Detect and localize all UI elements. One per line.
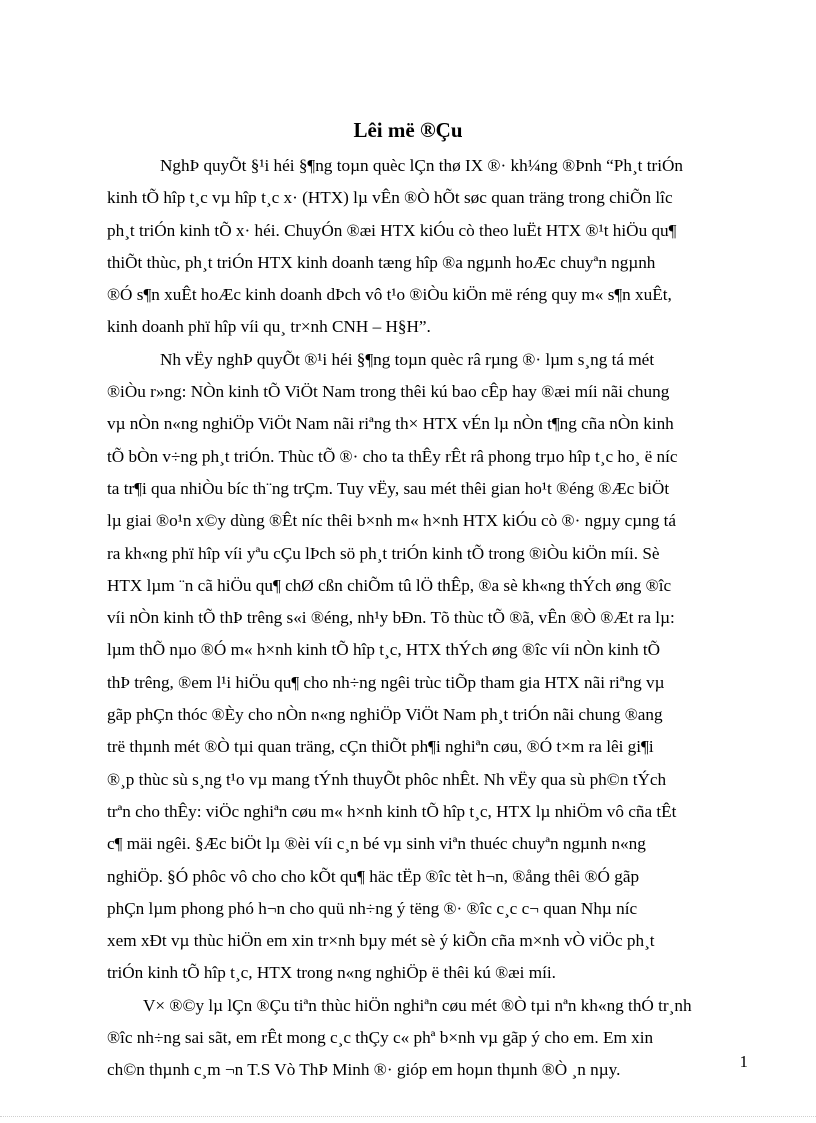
text-line: Nh vËy nghÞ quyÕt ®¹i héi §¶ng toµn quèc râ rµng ®· lµm s¸ng tá mét (160, 349, 655, 369)
text-line: ®iÒu r»ng: NÒn kinh tÕ ViÖt Nam trong thêi kú bao cÊp hay ®æi míi nãi chung (107, 382, 670, 402)
text-line: HTX lµm ¨n cã hiÖu qu¶ chØ cßn chiÕm tû lÖ thÊp, ®a sè kh«ng thÝch øng ®îc (107, 575, 672, 595)
text-line: ®¸p thùc sù s¸ng t¹o vµ mang tÝnh thuyÕt phôc nhÊt. Nh vËy qua sù ph©n tÝch (107, 769, 667, 789)
text-line: ph¸t triÓn kinh tÕ x· héi. ChuyÓn ®æi HTX kiÓu cò theo luËt HTX ®¹t hiÖu qu¶ (107, 220, 677, 240)
text-line: kinh tÕ hîp t¸c vµ hîp t¸c x· (HTX) lµ vÊn ®Ò hÕt søc quan träng trong chiÕn lîc (107, 188, 673, 208)
text-line: c¶ mäi ngêi. §Æc biÖt lµ ®èi víi c¸n bé vµ sinh viªn thuéc chuyªn ngµnh n«ng (107, 834, 646, 854)
text-line: ®Ó s¶n xuÊt hoÆc kinh doanh dÞch vô t¹o ®iÒu kiÖn më réng quy m« s¶n xuÊt, (107, 285, 672, 305)
text-line: triÓn kinh tÕ hîp t¸c, HTX trong n«ng nghiÖp ë thêi kú ®æi míi. (107, 963, 556, 983)
text-line: nghiÖp. §Ó phôc vô cho cho kÕt qu¶ häc tËp ®îc tèt h¬n, ®ång thêi ®Ó gãp (107, 866, 640, 886)
text-line: xem xÐt vµ thùc hiÖn em xin tr×nh bµy mét sè ý kiÕn cña m×nh vÒ viÖc ph¸t (107, 931, 655, 951)
text-line: gãp phÇn thóc ®Èy cho nÒn n«ng nghiÖp ViÖt Nam ph¸t triÓn nãi chung ®ang (107, 705, 663, 725)
text-line: ra kh«ng phï hîp víi yªu cÇu lÞch sö ph¸t triÓn kinh tÕ trong ®iÒu kiÖn míi. Sè (107, 543, 660, 563)
text-line: víi nÒn kinh tÕ thÞ trêng s«i ®éng, nh¹y bÐn. Tõ thùc tÕ ®ã, vÊn ®Ò ®Æt ra lµ: (107, 608, 675, 628)
page-title: Lêi më ®Çu (353, 118, 463, 142)
text-line: ch©n thµnh c¸m ¬n T.S Vò ThÞ Minh ®· gióp em hoµn thµnh ®Ò ¸n nµy. (107, 1060, 621, 1080)
text-line: kinh doanh phï hîp víi qu¸ tr×nh CNH – H§H”. (107, 317, 431, 337)
text-line: ®îc nh÷ng sai sãt, em rÊt mong c¸c thÇy c« phª b×nh vµ gãp ý cho em. Em xin (107, 1028, 654, 1048)
text-line: vµ nÒn n«ng nghiÖp ViÖt Nam nãi riªng th× HTX vÉn lµ nÒn t¶ng cña nÒn kinh (107, 414, 674, 434)
text-line: ta tr¶i qua nhiÒu bíc th¨ng trÇm. Tuy vËy, sau mét thêi gian ho¹t ®éng ®Æc biÖt (107, 478, 670, 498)
text-line: tÕ bÒn v÷ng ph¸t triÓn. Thùc tÕ ®· cho ta thÊy rÊt râ phong trµo hîp t¸c ho¸ ë níc (107, 446, 678, 466)
text-line: lµ giai ®o¹n x©y dùng ®Êt níc thêi b×nh m« h×nh HTX kiÓu cò ®· ngµy cµng tá (107, 511, 677, 531)
text-line: phÇn lµm phong phó h¬n cho quü nh÷ng ý tëng ®· ®îc c¸c c¬ quan Nhµ níc (107, 898, 638, 918)
body-text (107, 150, 743, 1087)
text-line: trë thµnh mét ®Ò tµi quan träng, cÇn thiÕt ph¶i nghiªn cøu, ®Ó t×m ra lêi gi¶i (107, 737, 654, 757)
text-line: trªn cho thÊy: viÖc nghiªn cøu m« h×nh kinh tÕ hîp t¸c, HTX lµ nhiÖm vô cña tÊt (107, 801, 677, 821)
page-bottom-divider (0, 1116, 816, 1117)
text-line: V× ®©y lµ lÇn ®Çu tiªn thùc hiÖn nghiªn cøu mét ®Ò tµi nªn kh«ng thÓ tr¸nh (143, 995, 692, 1015)
page-number: 1 (739, 1052, 748, 1071)
text-line: thiÕt thùc, ph¸t triÓn HTX kinh doanh tæng hîp ®a ngµnh hoÆc chuyªn ngµnh (107, 252, 656, 272)
text-line: lµm thÕ nµo ®Ó m« h×nh kinh tÕ hîp t¸c, HTX thÝch øng ®îc víi nÒn kinh tÕ (107, 640, 661, 660)
text-line: NghÞ quyÕt §¹i héi §¶ng toµn quèc lÇn thø IX ®· kh¼ng ®Þnh “Ph¸t triÓn (160, 156, 684, 175)
text-line: thÞ trêng, ®em l¹i hiÖu qu¶ cho nh÷ng ngêi trùc tiÕp tham gia HTX nãi riªng vµ (107, 672, 665, 692)
